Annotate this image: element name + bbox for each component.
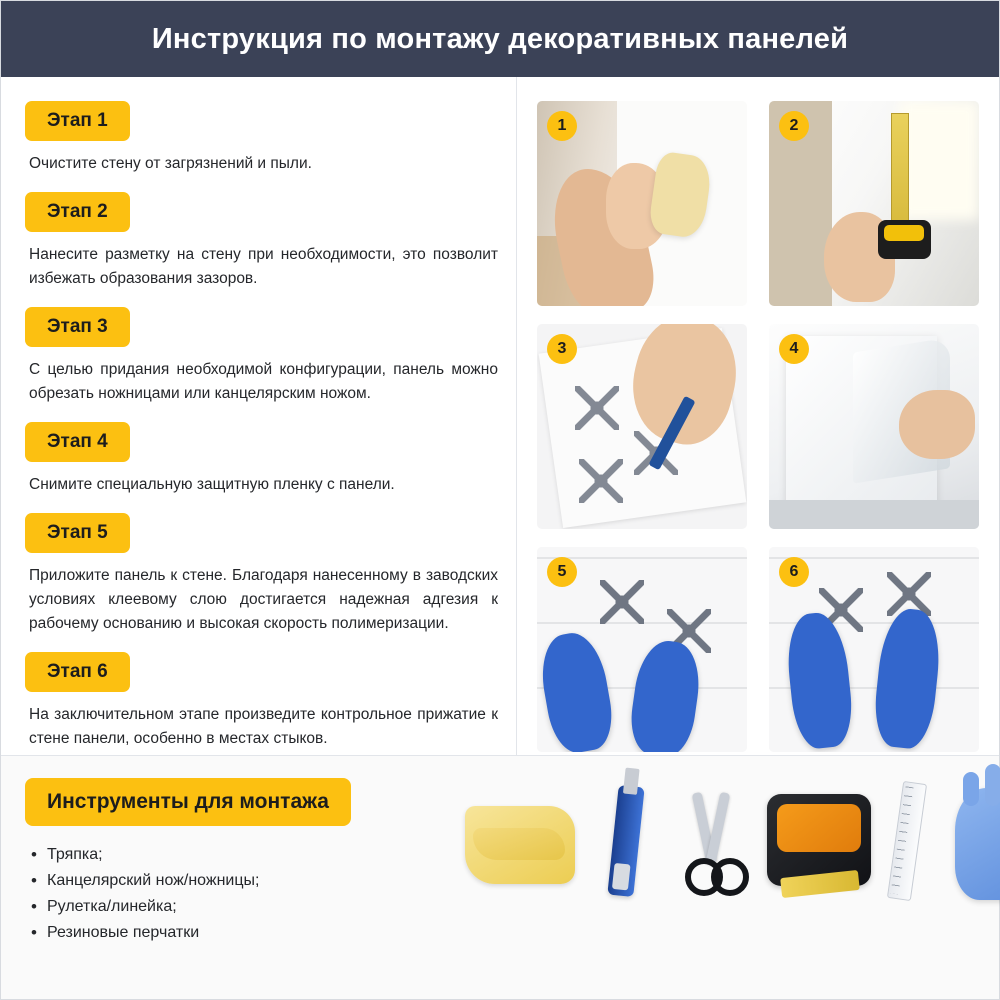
photo-step-4 — [769, 324, 979, 529]
photos-grid — [517, 77, 999, 755]
tools-list-item: • Канцелярский нож/ножницы; — [29, 868, 455, 894]
photo-1-number: 1 — [547, 111, 577, 141]
utility-knife-icon — [607, 785, 644, 897]
rubber-glove-icon — [955, 788, 1000, 900]
photo-step-3 — [537, 324, 747, 529]
step-1-text: Очистите стену от загрязнений и пыли. — [29, 155, 312, 172]
photo-step-2 — [769, 101, 979, 306]
step-2 — [25, 192, 498, 291]
step-5-badge: Этап 5 — [25, 513, 130, 553]
step-3 — [25, 307, 498, 406]
step-5 — [25, 513, 498, 636]
photo-4-number: 4 — [779, 334, 809, 364]
photo-step-6 — [769, 547, 979, 752]
step-4-badge: Этап 4 — [25, 422, 130, 462]
scissors-icon — [673, 792, 747, 896]
step-6-badge: Этап 6 — [25, 652, 130, 692]
step-4-text: Снимите специальную защитную пленку с панели. — [29, 476, 395, 494]
photo-step-5 — [537, 547, 747, 752]
photo-3-number: 3 — [547, 334, 577, 364]
instruction-body — [1, 77, 999, 755]
photo-step-1 — [537, 101, 747, 306]
steps-column — [1, 77, 517, 755]
tools-text-block — [25, 778, 455, 981]
cloth-icon — [465, 806, 575, 884]
page-header — [1, 1, 999, 77]
photo-5-number: 5 — [547, 557, 577, 587]
ruler-icon — [887, 781, 927, 901]
tools-list-item: • Тряпка; — [29, 842, 455, 868]
step-4 — [25, 422, 498, 497]
step-1-badge: Этап 1 — [25, 101, 130, 141]
tools-list-item: • Резиновые перчатки — [29, 920, 455, 946]
step-6 — [25, 652, 498, 751]
tools-title: Инструменты для монтажа — [25, 778, 351, 826]
photo-6-number: 6 — [779, 557, 809, 587]
tools-section — [1, 755, 999, 999]
step-3-badge: Этап 3 — [25, 307, 130, 347]
step-2-badge: Этап 2 — [25, 192, 130, 232]
tools-list — [29, 842, 455, 946]
tools-illustrations — [455, 778, 975, 981]
page-title: Инструкция по монтажу декоративных панелей — [151, 22, 849, 55]
step-1 — [25, 101, 498, 176]
tape-measure-icon — [767, 794, 871, 886]
step-5-text: Приложите панель к стене. Благодаря нанесенному в заводских условиях клеевому слою достигается надежная адгезия к рабочему основанию и высокая скорость полимеризации. — [29, 567, 498, 633]
step-3-text: С целью придания необходимой конфигурации, панель можно обрезать ножницами или канцелярским ножом. — [29, 361, 498, 403]
photo-2-number: 2 — [779, 111, 809, 141]
step-6-text: На заключительном этапе произведите контрольное прижатие к стене панели, особенно в местах стыков. — [29, 706, 498, 748]
step-2-text: Нанесите разметку на стену при необходимости, это позволит избежать образования зазоров. — [29, 246, 498, 288]
tools-list-item: • Рулетка/линейка; — [29, 894, 455, 920]
